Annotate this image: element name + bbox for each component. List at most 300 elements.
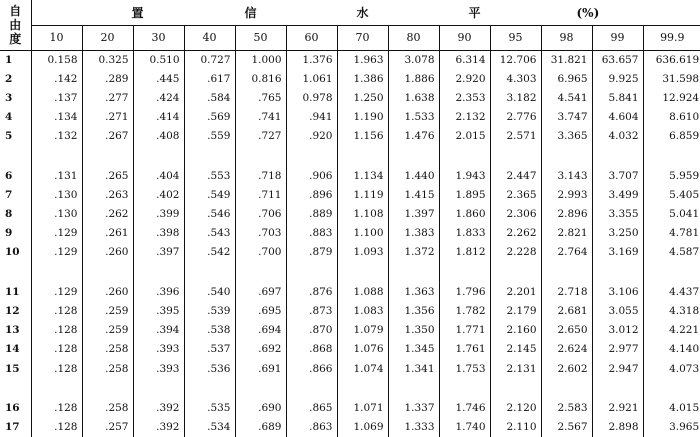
value-cell: .866	[286, 359, 337, 378]
value-cell: 2.571	[490, 127, 541, 146]
value-cell: 1.638	[388, 88, 439, 107]
value-cell: 1.134	[337, 166, 388, 185]
value-cell: 2.718	[541, 282, 592, 301]
value-cell: 2.896	[541, 204, 592, 223]
value-cell: .259	[82, 302, 133, 321]
value-cell: 2.921	[592, 399, 643, 418]
value-cell: 3.365	[541, 127, 592, 146]
value-cell: .700	[235, 243, 286, 262]
value-cell: 5.041	[643, 204, 700, 223]
confidence-level-header: 90	[439, 25, 490, 50]
value-cell: .546	[184, 204, 235, 223]
value-cell: 3.707	[592, 166, 643, 185]
value-cell: 2.110	[490, 418, 541, 437]
confidence-level-header: 70	[337, 25, 388, 50]
spacer-cell	[286, 378, 337, 398]
table-row	[0, 340, 700, 359]
title-char: 水	[356, 5, 369, 20]
value-cell: .130	[54, 188, 78, 201]
value-cell: .584	[184, 88, 235, 107]
value-cell: 2.920	[439, 69, 490, 88]
spacer-cell	[439, 378, 490, 398]
value-cell: 2.201	[490, 282, 541, 301]
value-cell: .257	[82, 418, 133, 437]
value-cell: 1.372	[388, 243, 439, 262]
spacer-cell	[337, 378, 388, 398]
value-cell: .536	[184, 359, 235, 378]
value-cell: .130	[54, 208, 78, 221]
value-cell: 5.841	[592, 88, 643, 107]
value-cell: 1.782	[439, 302, 490, 321]
value-cell: .553	[184, 166, 235, 185]
value-cell: 2.602	[541, 359, 592, 378]
value-cell: .691	[235, 359, 286, 378]
value-cell: .263	[82, 185, 133, 204]
value-cell: .706	[235, 204, 286, 223]
spacer-cell	[592, 378, 643, 398]
confidence-level-header: 99	[592, 25, 643, 50]
spacer-cell	[643, 262, 700, 282]
dof-cell: 12	[0, 302, 31, 321]
value-cell: 1.886	[388, 69, 439, 88]
value-cell: 4.541	[541, 88, 592, 107]
value-cell: 636.619	[643, 50, 700, 69]
value-cell: 1.333	[388, 418, 439, 437]
table-row	[0, 185, 700, 204]
value-cell: .289	[82, 69, 133, 88]
value-cell: 4.604	[592, 107, 643, 126]
value-cell: 1.833	[439, 224, 490, 243]
value-cell: .718	[235, 166, 286, 185]
value-cell: 31.598	[643, 69, 700, 88]
spacer-cell	[82, 262, 133, 282]
dof-cell: 13	[0, 321, 31, 340]
value-cell: .397	[133, 243, 184, 262]
value-cell: .865	[286, 399, 337, 418]
value-cell: .129	[54, 285, 78, 298]
value-cell: 3.965	[643, 418, 700, 437]
value-cell: 2.567	[541, 418, 592, 437]
value-cell: 2.764	[541, 243, 592, 262]
value-cell: 1.812	[439, 243, 490, 262]
value-cell: 1.363	[388, 282, 439, 301]
value-cell: .393	[133, 340, 184, 359]
value-cell: .906	[286, 166, 337, 185]
value-cell: 6.314	[439, 50, 490, 69]
dof-cell: 5	[0, 127, 31, 146]
value-cell: 1.963	[337, 50, 388, 69]
table-row	[0, 302, 700, 321]
confidence-level-header: 10	[31, 25, 82, 50]
table-row	[0, 88, 700, 107]
value-cell: 0.727	[184, 50, 235, 69]
value-cell: .569	[184, 107, 235, 126]
value-cell: .129	[54, 246, 78, 259]
value-cell: 2.262	[490, 224, 541, 243]
value-cell: .535	[184, 399, 235, 418]
value-cell: 4.032	[592, 127, 643, 146]
value-cell: .128	[54, 324, 78, 337]
value-cell: 1.753	[439, 359, 490, 378]
confidence-level-header: 30	[133, 25, 184, 50]
value-cell: .689	[235, 418, 286, 437]
table-row	[0, 50, 700, 69]
value-cell: 6.965	[541, 69, 592, 88]
value-cell: 1.746	[439, 399, 490, 418]
confidence-level-header: 80	[388, 25, 439, 50]
value-cell: .540	[184, 282, 235, 301]
value-cell: 1.108	[337, 204, 388, 223]
value-cell: 3.169	[592, 243, 643, 262]
table-row	[0, 107, 700, 126]
value-cell: .445	[133, 69, 184, 88]
value-cell: 3.055	[592, 302, 643, 321]
value-cell: .402	[133, 185, 184, 204]
dof-cell: 11	[0, 282, 31, 301]
group-spacer-row	[0, 378, 700, 398]
table-row	[0, 224, 700, 243]
value-cell: 3.143	[541, 166, 592, 185]
confidence-level-header: 99.9	[643, 25, 700, 50]
value-cell: 2.821	[541, 224, 592, 243]
value-cell: 2.015	[439, 127, 490, 146]
value-cell: 1.337	[388, 399, 439, 418]
value-cell: .711	[235, 185, 286, 204]
value-cell: 1.083	[337, 302, 388, 321]
value-cell: 1.860	[439, 204, 490, 223]
value-cell: 1.074	[337, 359, 388, 378]
value-cell: 2.132	[439, 107, 490, 126]
value-cell: 2.583	[541, 399, 592, 418]
table-row	[0, 399, 700, 418]
spacer-cell	[490, 378, 541, 398]
value-cell: 1.069	[337, 418, 388, 437]
spacer-cell	[490, 146, 541, 166]
spacer-cell	[0, 378, 31, 398]
value-cell: 4.140	[643, 340, 700, 359]
spacer-cell	[184, 262, 235, 282]
value-cell: 1.796	[439, 282, 490, 301]
value-cell: 1.350	[388, 321, 439, 340]
spacer-cell	[0, 146, 31, 166]
value-cell: 1.415	[388, 185, 439, 204]
value-cell: .690	[235, 399, 286, 418]
value-cell: 2.179	[490, 302, 541, 321]
value-cell: .131	[54, 169, 78, 182]
table-row	[0, 418, 700, 437]
value-cell: 12.706	[490, 50, 541, 69]
value-cell: 2.650	[541, 321, 592, 340]
dof-cell: 17	[0, 418, 31, 437]
value-cell: 8.610	[643, 107, 700, 126]
value-cell: .132	[54, 130, 78, 143]
value-cell: 1.100	[337, 224, 388, 243]
group-spacer-row	[0, 262, 700, 282]
value-cell: 0.510	[133, 50, 184, 69]
table-row	[0, 243, 700, 262]
dof-label: 自由度	[9, 3, 22, 46]
value-cell: .697	[235, 282, 286, 301]
value-cell: .399	[133, 204, 184, 223]
table-row	[0, 69, 700, 88]
value-cell: .137	[54, 91, 78, 104]
value-cell: 1.000	[235, 50, 286, 69]
dof-cell: 10	[0, 243, 31, 262]
spacer-cell	[643, 378, 700, 398]
value-cell: 2.306	[490, 204, 541, 223]
value-cell: 2.353	[439, 88, 490, 107]
value-cell: .395	[133, 302, 184, 321]
table-row	[0, 359, 700, 378]
value-cell: .261	[82, 224, 133, 243]
value-cell: 2.776	[490, 107, 541, 126]
value-cell: 3.250	[592, 224, 643, 243]
confidence-level-header: 20	[82, 25, 133, 50]
spacer-cell	[439, 262, 490, 282]
value-cell: 1.740	[439, 418, 490, 437]
value-cell: .870	[286, 321, 337, 340]
confidence-level-header: 40	[184, 25, 235, 50]
value-cell: 1.771	[439, 321, 490, 340]
value-cell: .694	[235, 321, 286, 340]
title-char: 信	[244, 5, 257, 20]
value-cell: 1.119	[337, 185, 388, 204]
value-cell: 1.345	[388, 340, 439, 359]
value-cell: .398	[133, 224, 184, 243]
value-cell: 1.533	[388, 107, 439, 126]
value-cell: .265	[82, 166, 133, 185]
value-cell: .879	[286, 243, 337, 262]
value-cell: 1.356	[388, 302, 439, 321]
spacer-cell	[184, 146, 235, 166]
value-cell: .262	[82, 204, 133, 223]
value-cell: .414	[133, 107, 184, 126]
value-cell: 1.076	[337, 340, 388, 359]
spacer-cell	[541, 262, 592, 282]
dof-cell: 9	[0, 224, 31, 243]
spacer-cell	[286, 262, 337, 282]
group-spacer-row	[0, 146, 700, 166]
dof-cell: 3	[0, 88, 31, 107]
value-cell: .876	[286, 282, 337, 301]
value-cell: 1.061	[286, 69, 337, 88]
spacer-cell	[133, 262, 184, 282]
value-cell: 1.088	[337, 282, 388, 301]
title-char: 置	[131, 5, 144, 20]
value-cell: .129	[54, 227, 78, 240]
value-cell: .396	[133, 282, 184, 301]
value-cell: 1.386	[337, 69, 388, 88]
confidence-level-header: 98	[541, 25, 592, 50]
table-row	[0, 127, 700, 146]
value-cell: .537	[184, 340, 235, 359]
value-cell: .128	[54, 305, 78, 318]
spacer-cell	[286, 146, 337, 166]
value-cell: 3.355	[592, 204, 643, 223]
value-cell: .408	[133, 127, 184, 146]
spacer-cell	[82, 146, 133, 166]
dof-cell: 4	[0, 107, 31, 126]
value-cell: .695	[235, 302, 286, 321]
value-cell: 5.405	[643, 185, 700, 204]
spacer-cell	[235, 146, 286, 166]
value-cell: 1.341	[388, 359, 439, 378]
value-cell: .542	[184, 243, 235, 262]
value-cell: 2.365	[490, 185, 541, 204]
value-cell: .392	[133, 399, 184, 418]
spacer-cell	[490, 262, 541, 282]
value-cell: .883	[286, 224, 337, 243]
value-cell: 2.624	[541, 340, 592, 359]
value-cell: 2.120	[490, 399, 541, 418]
table-row	[0, 204, 700, 223]
value-cell: .404	[133, 166, 184, 185]
spacer-cell	[388, 146, 439, 166]
value-cell: 2.977	[592, 340, 643, 359]
spacer-cell	[541, 146, 592, 166]
value-cell: 0.816	[235, 69, 286, 88]
value-cell: 3.106	[592, 282, 643, 301]
value-cell: 6.859	[643, 127, 700, 146]
value-cell: .128	[54, 402, 78, 415]
table-row	[0, 282, 700, 301]
spacer-cell	[133, 146, 184, 166]
value-cell: 3.747	[541, 107, 592, 126]
value-cell: 4.781	[643, 224, 700, 243]
spacer-cell	[643, 146, 700, 166]
value-cell: .863	[286, 418, 337, 437]
value-cell: 31.821	[541, 50, 592, 69]
confidence-level-header: 95	[490, 25, 541, 50]
value-cell: 63.657	[592, 50, 643, 69]
value-cell: 0.158	[47, 53, 78, 66]
value-cell: 2.947	[592, 359, 643, 378]
value-cell: .258	[82, 359, 133, 378]
value-cell: 4.303	[490, 69, 541, 88]
value-cell: .277	[82, 88, 133, 107]
dof-cell: 15	[0, 359, 31, 378]
value-cell: .868	[286, 340, 337, 359]
value-cell: 1.250	[337, 88, 388, 107]
value-cell: 2.898	[592, 418, 643, 437]
spacer-cell	[31, 262, 82, 282]
value-cell: 0.978	[286, 88, 337, 107]
value-cell: 2.681	[541, 302, 592, 321]
value-cell: 1.383	[388, 224, 439, 243]
spacer-cell	[592, 262, 643, 282]
title-char: (%)	[576, 5, 600, 20]
spacer-cell	[31, 378, 82, 398]
value-cell: .134	[54, 111, 78, 124]
value-cell: 1.093	[337, 243, 388, 262]
value-cell: 1.440	[388, 166, 439, 185]
dof-cell: 6	[0, 166, 31, 185]
value-cell: 0.325	[82, 50, 133, 69]
confidence-level-header: 60	[286, 25, 337, 50]
spacer-cell	[184, 378, 235, 398]
value-cell: 1.190	[337, 107, 388, 126]
value-cell: 3.078	[388, 50, 439, 69]
value-cell: .392	[133, 418, 184, 437]
spacer-cell	[133, 378, 184, 398]
value-cell: 2.993	[541, 185, 592, 204]
value-cell: 4.015	[643, 399, 700, 418]
value-cell: 4.437	[643, 282, 700, 301]
value-cell: 1.476	[388, 127, 439, 146]
spacer-cell	[31, 146, 82, 166]
value-cell: .393	[133, 359, 184, 378]
value-cell: .549	[184, 185, 235, 204]
spacer-cell	[541, 378, 592, 398]
value-cell: .424	[133, 88, 184, 107]
value-cell: .703	[235, 224, 286, 243]
value-cell: .741	[235, 107, 286, 126]
value-cell: .920	[286, 127, 337, 146]
value-cell: .128	[54, 362, 78, 375]
table-row	[0, 166, 700, 185]
value-cell: .539	[184, 302, 235, 321]
value-cell: .142	[54, 72, 78, 85]
value-cell: 2.145	[490, 340, 541, 359]
value-cell: 2.447	[490, 166, 541, 185]
dof-cell: 8	[0, 204, 31, 223]
value-cell: 12.924	[643, 88, 700, 107]
value-cell: .543	[184, 224, 235, 243]
dof-cell: 7	[0, 185, 31, 204]
dof-cell: 14	[0, 340, 31, 359]
value-cell: 4.221	[643, 321, 700, 340]
value-cell: .617	[184, 69, 235, 88]
value-cell: .259	[82, 321, 133, 340]
value-cell: 2.228	[490, 243, 541, 262]
value-cell: 2.131	[490, 359, 541, 378]
dof-header	[0, 0, 31, 50]
confidence-level-title	[31, 0, 700, 25]
confidence-level-header: 50	[235, 25, 286, 50]
value-cell: .692	[235, 340, 286, 359]
value-cell: 1.761	[439, 340, 490, 359]
table-row	[0, 321, 700, 340]
value-cell: .538	[184, 321, 235, 340]
spacer-cell	[0, 262, 31, 282]
value-cell: .258	[82, 340, 133, 359]
value-cell: .128	[54, 343, 78, 356]
value-cell: 4.073	[643, 359, 700, 378]
title-char: 平	[468, 5, 481, 20]
value-cell: .941	[286, 107, 337, 126]
value-cell: 1.376	[286, 50, 337, 69]
spacer-cell	[388, 262, 439, 282]
value-cell: 9.925	[592, 69, 643, 88]
value-cell: 1.943	[439, 166, 490, 185]
dof-cell: 16	[0, 399, 31, 418]
value-cell: .765	[235, 88, 286, 107]
value-cell: .260	[82, 243, 133, 262]
value-cell: 1.156	[337, 127, 388, 146]
spacer-cell	[337, 262, 388, 282]
value-cell: 1.397	[388, 204, 439, 223]
spacer-cell	[235, 378, 286, 398]
value-cell: .534	[184, 418, 235, 437]
dof-cell: 2	[0, 69, 31, 88]
value-cell: .271	[82, 107, 133, 126]
spacer-cell	[388, 378, 439, 398]
spacer-cell	[439, 146, 490, 166]
value-cell: .258	[82, 399, 133, 418]
spacer-cell	[235, 262, 286, 282]
value-cell: 1.895	[439, 185, 490, 204]
value-cell: 3.182	[490, 88, 541, 107]
